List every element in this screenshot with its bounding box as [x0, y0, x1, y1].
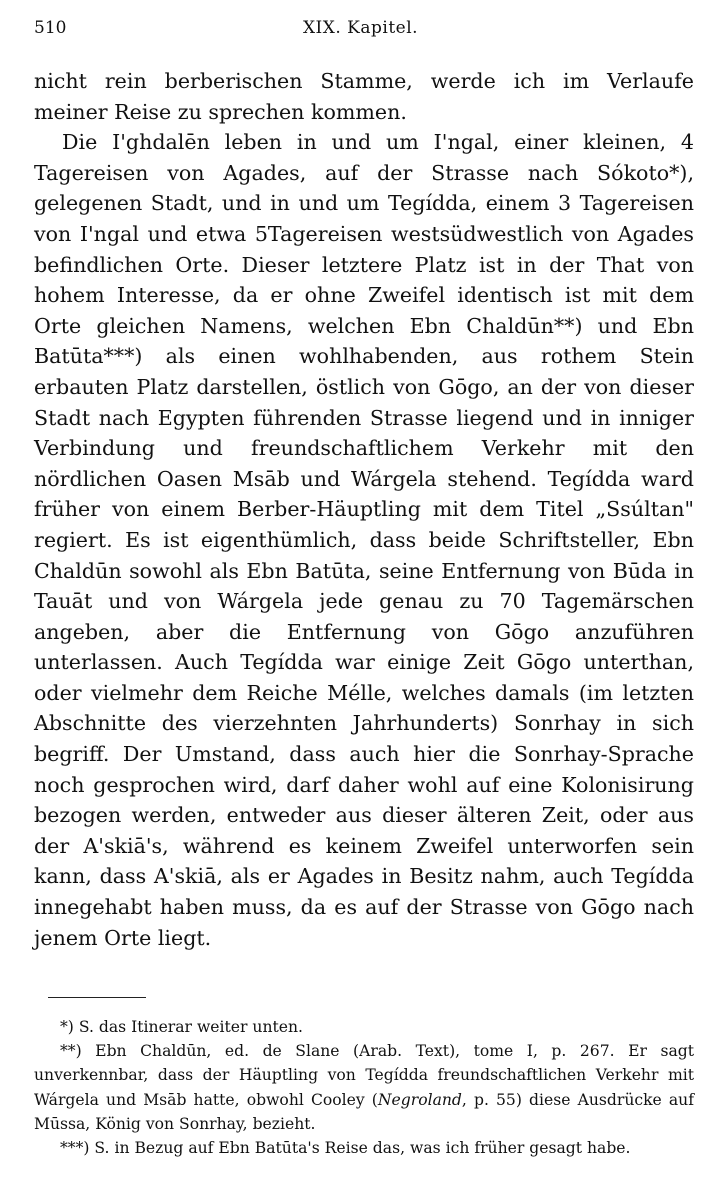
footnote-separator	[48, 997, 146, 998]
running-head	[34, 18, 687, 48]
page-number: 510	[34, 18, 67, 38]
footnote-2-text-start: **) Ebn Chaldūn, ed. de Slane (Arab. Text), tome I, p. 267. Er sagt unverkennbar, dass der Häuptling von Tegídda freundschaftlichen Verkehr mit Wárgela und Msāb hatte, obwohl Cooley (	[34, 1042, 694, 1109]
footnote-3: ***) S. in Bezug auf Ebn Batūta's Reise das, was ich früher gesagt habe.	[60, 1139, 631, 1158]
paragraph-continued: nicht rein berberischen Stamme, werde ich im Verlaufe meiner Reise zu sprechen kommen.	[34, 69, 694, 124]
footnote-2-text-end: , p. 55) diese Ausdrücke auf Mūssa, König von Sonrhay, bezieht.	[34, 1090, 694, 1133]
footnote-2-italic-title: Negroland	[377, 1090, 462, 1109]
footnote-1: *) S. das Itinerar weiter unten.	[60, 1018, 304, 1036]
paragraph-ighdalen: Die I'ghdalēn leben in und um I'ngal, einer kleinen, 4 Tagereisen von Agades, auf der Strasse nach Sókoto*), gelegenen Stadt, und in und um Tegídda, einem 3 Tagereisen von I'ngal und etwa 5Tagereisen westsüdwestlich von Agades befindlichen Orte. Dieser letztere Platz ist in der That von hohem Interesse, da er ohne Zweifel identisch ist mit dem Orte gleichen Namens, welchen Ebn Chaldūn**) und Ebn Batūta***) als einen wohlhabenden, aus rothem Stein erbauten Platz darstellen, östlich von Gōgo, an der von dieser Stadt nach Egypten führenden Strasse liegend und in inniger Verbindung und freundschaftlichem Verkehr mit den nördlichen Oasen Msāb und Wárgela stehend. Tegídda ward früher von einem Berber-Häuptling mit dem Titel „Ssúltan" regiert. Es ist eigenthümlich, dass beide Schriftsteller, Ebn Chaldūn sowohl als Ebn Batūta, seine Entfernung von Būda in Tauāt und von Wárgela jede genau zu 70 Tagemärschen angeben, aber die Entfernung von Gōgo anzuführen unterlassen. Auch Tegídda war einige Zeit Gōgo unterthan, oder vielmehr dem Reiche Mélle, welches damals (im letzten Abschnitte des vierzehnten Jahrhunderts) Sonrhay in sich begriff. Der Umstand, dass auch hier die Sonrhay-Sprache noch gesprochen wird, darf daher wohl auf eine Kolonisirung bezogen werden, entweder aus dieser älteren Zeit, oder aus der A'skiā's, während es keinem Zweifel unterworfen sein kann, dass A'skiā, als er Agades in Besitz nahm, auch Tegídda innegehabt haben muss, da es auf der Strasse von Gōgo nach jenem Orte liegt.	[34, 130, 694, 950]
chapter-title: XIX. Kapitel.	[302, 18, 419, 38]
footnote-2	[34, 1039, 694, 1136]
body-text	[34, 66, 694, 953]
footnotes	[34, 1015, 694, 1160]
